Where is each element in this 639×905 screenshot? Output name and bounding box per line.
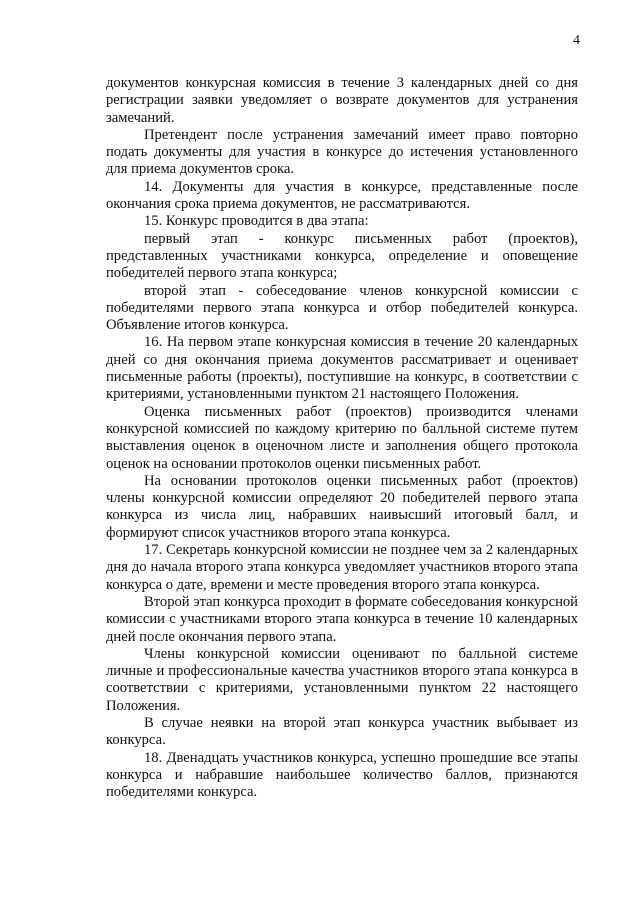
paragraph: 15. Конкурс проводится в два этапа: (144, 213, 369, 230)
paragraph: Оценка письменных работ (проектов) производится членами конкурсной комиссией по каждому критерию по балльной системе путем выставления оценок в оценочном листе и заполнения общего протокола оценок на основании протоколов оценки письменных работ. (106, 403, 578, 472)
paragraph: Претендент после устранения замечаний имеет право повторно подать документы для участия в конкурсе до истечения установленного для приема документов срока. (106, 126, 578, 178)
paragraph: 17. Секретарь конкурсной комиссии не позднее чем за 2 календарных дня до начала второго этапа конкурса уведомляет участников второго этапа конкурса о дате, времени и месте проведения второго этапа конкурса. (106, 542, 578, 593)
paragraph: Второй этап конкурса проходит в формате собеседования конкурсной комиссии с участниками второго этапа конкурса в течение 10 календарных дней после окончания первого этапа. (106, 593, 578, 645)
page-number: 4 (573, 33, 580, 48)
paragraph: На основании протоколов оценки письменных работ (проектов) члены конкурсной комиссии определяют 20 победителей первого этапа конкурса из числа лиц, набравших наивысший итоговый балл, и формируют список участников второго этапа конкурса. (106, 472, 578, 541)
paragraph: Члены конкурсной комиссии оценивают по балльной системе личные и профессиональные качества участников второго этапа конкурса в соответствии с критериями, установленными пунктом 22 настоящего Положения. (106, 645, 578, 714)
paragraph: 18. Двенадцать участников конкурса, успешно прошедшие все этапы конкурса и набравшие наибольшее количество баллов, признаются победителями конкурса. (106, 749, 578, 801)
paragraph: документов конкурсная комиссия в течение 3 календарных дней со дня регистрации заявки уведомляет о возврате документов для устранения замечаний. (106, 75, 578, 126)
paragraph: 16. На первом этапе конкурсная комиссия в течение 20 календарных дней со дня окончания приема документов рассматривает и оценивает письменные работы (проекты), поступившие на конкурс, в соответствии с критериями, установленными пунктом 21 настоящего Положения. (106, 334, 578, 403)
paragraph: первый этап - конкурс письменных работ (проектов), представленных участниками конкурса, определение и оповещение победителей первого этапа конкурса; (106, 230, 578, 282)
paragraph: В случае неявки на второй этап конкурса участник выбывает из конкурса. (106, 714, 578, 749)
paragraph: второй этап - собеседование членов конкурсной комиссии с победителями первого этапа конкурса и отбор победителей конкурса. Объявление итогов конкурса. (106, 282, 578, 334)
paragraph: 14. Документы для участия в конкурсе, представленные после окончания срока приема документов, не рассматриваются. (106, 178, 578, 213)
document-body (106, 75, 578, 801)
